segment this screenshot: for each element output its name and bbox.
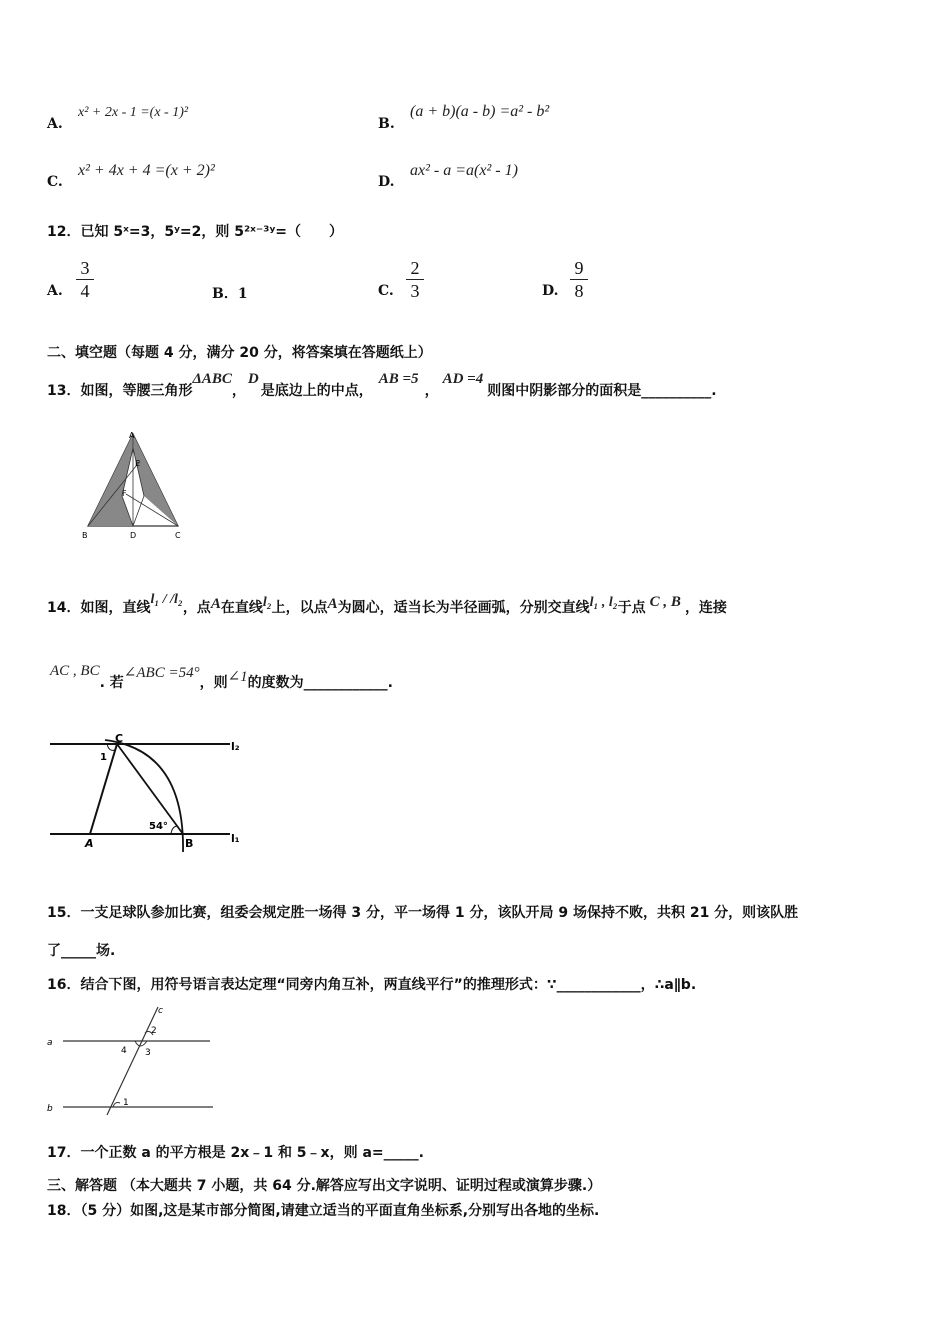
q14-part: 在直线 [220, 600, 263, 616]
section-3-heading: 三、解答题 （本大题共 7 小题，共 64 分.解答应写出文字说明、证明过程或演算步骤.） [47, 1178, 602, 1194]
question-18-text: 18．（5 分）如图,这是某市部分简图,请建立适当的平面直角坐标系,分别写出各地的坐标. [47, 1203, 600, 1219]
label-2: 2 [151, 1026, 157, 1036]
option-c-expression: x² + 4x + 4 =(x + 2)² [78, 162, 215, 179]
question-13-text [47, 371, 717, 400]
question-15-line1: 15．一支足球队参加比赛，组委会规定胜一场得 3 分，平一场得 1 分，该队开局 9 场保持不败，共积 21 分，则该队胜 [47, 905, 799, 921]
q13-part: 13．如图，等腰三角形 [47, 383, 193, 399]
label-c: c [158, 1006, 163, 1016]
fraction-numerator: 9 [574, 258, 584, 278]
figure-13-triangle [78, 428, 193, 543]
label-1: 1 [123, 1098, 129, 1108]
q13-math: ΔABC [192, 371, 232, 387]
question-15-line2: 了_____场. [47, 943, 116, 959]
q14-part: ，点 [182, 600, 211, 616]
q13-part: ， [424, 383, 439, 399]
option-d-expression: ax² - a =a(x² - 1) [410, 162, 518, 179]
label-54: 54° [149, 821, 168, 832]
label-angle-1: 1 [100, 752, 107, 763]
question-12-stem: 12．已知 5ˣ=3，5ʸ=2，则 5²ˣ⁻³ʸ=（ ） [47, 224, 344, 240]
q12-option-d-label: D. [542, 283, 559, 299]
q14-part: 14．如图，直线 [47, 600, 151, 616]
q14-math: C , B [649, 594, 681, 610]
figure-14-parallel-lines [45, 730, 255, 855]
q14-math: ∠1 [227, 669, 248, 685]
q14-part: 上，以点 [271, 600, 328, 616]
q12-option-a-fraction [76, 258, 94, 301]
q12-option-b: B．1 [212, 286, 248, 302]
q12-option-a-label: A. [47, 283, 63, 299]
q14-math: A [327, 596, 338, 612]
fraction-numerator: 2 [410, 258, 420, 278]
q13-math: AD =4 [442, 371, 484, 387]
q14-math: A [210, 596, 221, 612]
figure-16-transversal [45, 1003, 225, 1118]
q13-math: D [247, 371, 259, 387]
q13-part: 是底边上的中点， [260, 383, 373, 399]
label-b: b [47, 1104, 53, 1114]
q14-part: ，连接 [684, 600, 727, 616]
q13-math: AB =5 [378, 371, 419, 387]
fraction-denominator: 3 [410, 281, 420, 301]
q12-option-c-fraction [406, 258, 424, 301]
label-b: B [82, 531, 88, 540]
question-16-text: 16．结合下图，用符号语言表达定理“同旁内角互补，两直线平行”的推理形式：∵____________，∴a∥b. [47, 977, 697, 993]
label-c: C [115, 732, 124, 745]
q14-math: AC , BC [50, 663, 100, 679]
q14-part: 为圆心，适当长为半径画弧，分别交直线 [337, 600, 590, 616]
q14-part: 的度数为____________. [247, 675, 393, 691]
label-b: B [185, 837, 194, 850]
q12-option-d-fraction [570, 258, 588, 301]
label-a: a [47, 1038, 53, 1048]
label-l1: l₁ [231, 832, 240, 845]
label-d: D [130, 531, 137, 540]
question-14-line1 [47, 592, 727, 617]
label-f: F [122, 489, 127, 498]
q13-part: 则图中阴影部分的面积是__________. [487, 383, 717, 399]
label-a: A [85, 837, 94, 850]
label-e: E [135, 459, 141, 468]
q12-option-c-label: C. [378, 283, 394, 299]
question-17-text: 17．一个正数 a 的平方根是 2x﹣1 和 5﹣x，则 a=_____. [47, 1145, 424, 1161]
option-b-label: B. [378, 116, 395, 132]
option-b-expression: (a + b)(a - b) =a² - b² [410, 103, 550, 120]
arc [105, 740, 183, 852]
question-14-line2 [50, 663, 393, 692]
q14-part: . 若 [99, 675, 124, 691]
section-2-heading: 二、填空题（每题 4 分，满分 20 分，将答案填在答题纸上） [47, 345, 432, 361]
q14-part: ，则 [199, 675, 228, 691]
label-c: C [175, 531, 181, 540]
label-4: 4 [121, 1046, 127, 1056]
q13-part: ， [231, 383, 246, 399]
q14-part: 于点 [617, 600, 646, 616]
q14-math: ∠ABC =54° [123, 665, 200, 681]
q14-math: l₁ / /l₂ [150, 592, 183, 607]
option-d-label: D. [378, 174, 395, 190]
label-l2: l₂ [231, 740, 240, 753]
label-a: A [129, 431, 135, 440]
option-a-expression: x² + 2x - 1 =(x - 1)² [78, 105, 189, 120]
q14-math: l₂ [262, 595, 272, 610]
fraction-denominator: 8 [574, 281, 584, 301]
q14-math: l₁ , l₂ [589, 595, 618, 610]
line-c [107, 1007, 158, 1115]
option-c-label: C. [47, 174, 63, 190]
fraction-denominator: 4 [80, 281, 90, 301]
option-a-label: A. [47, 116, 63, 132]
label-3: 3 [145, 1048, 151, 1058]
fraction-numerator: 3 [80, 258, 90, 278]
